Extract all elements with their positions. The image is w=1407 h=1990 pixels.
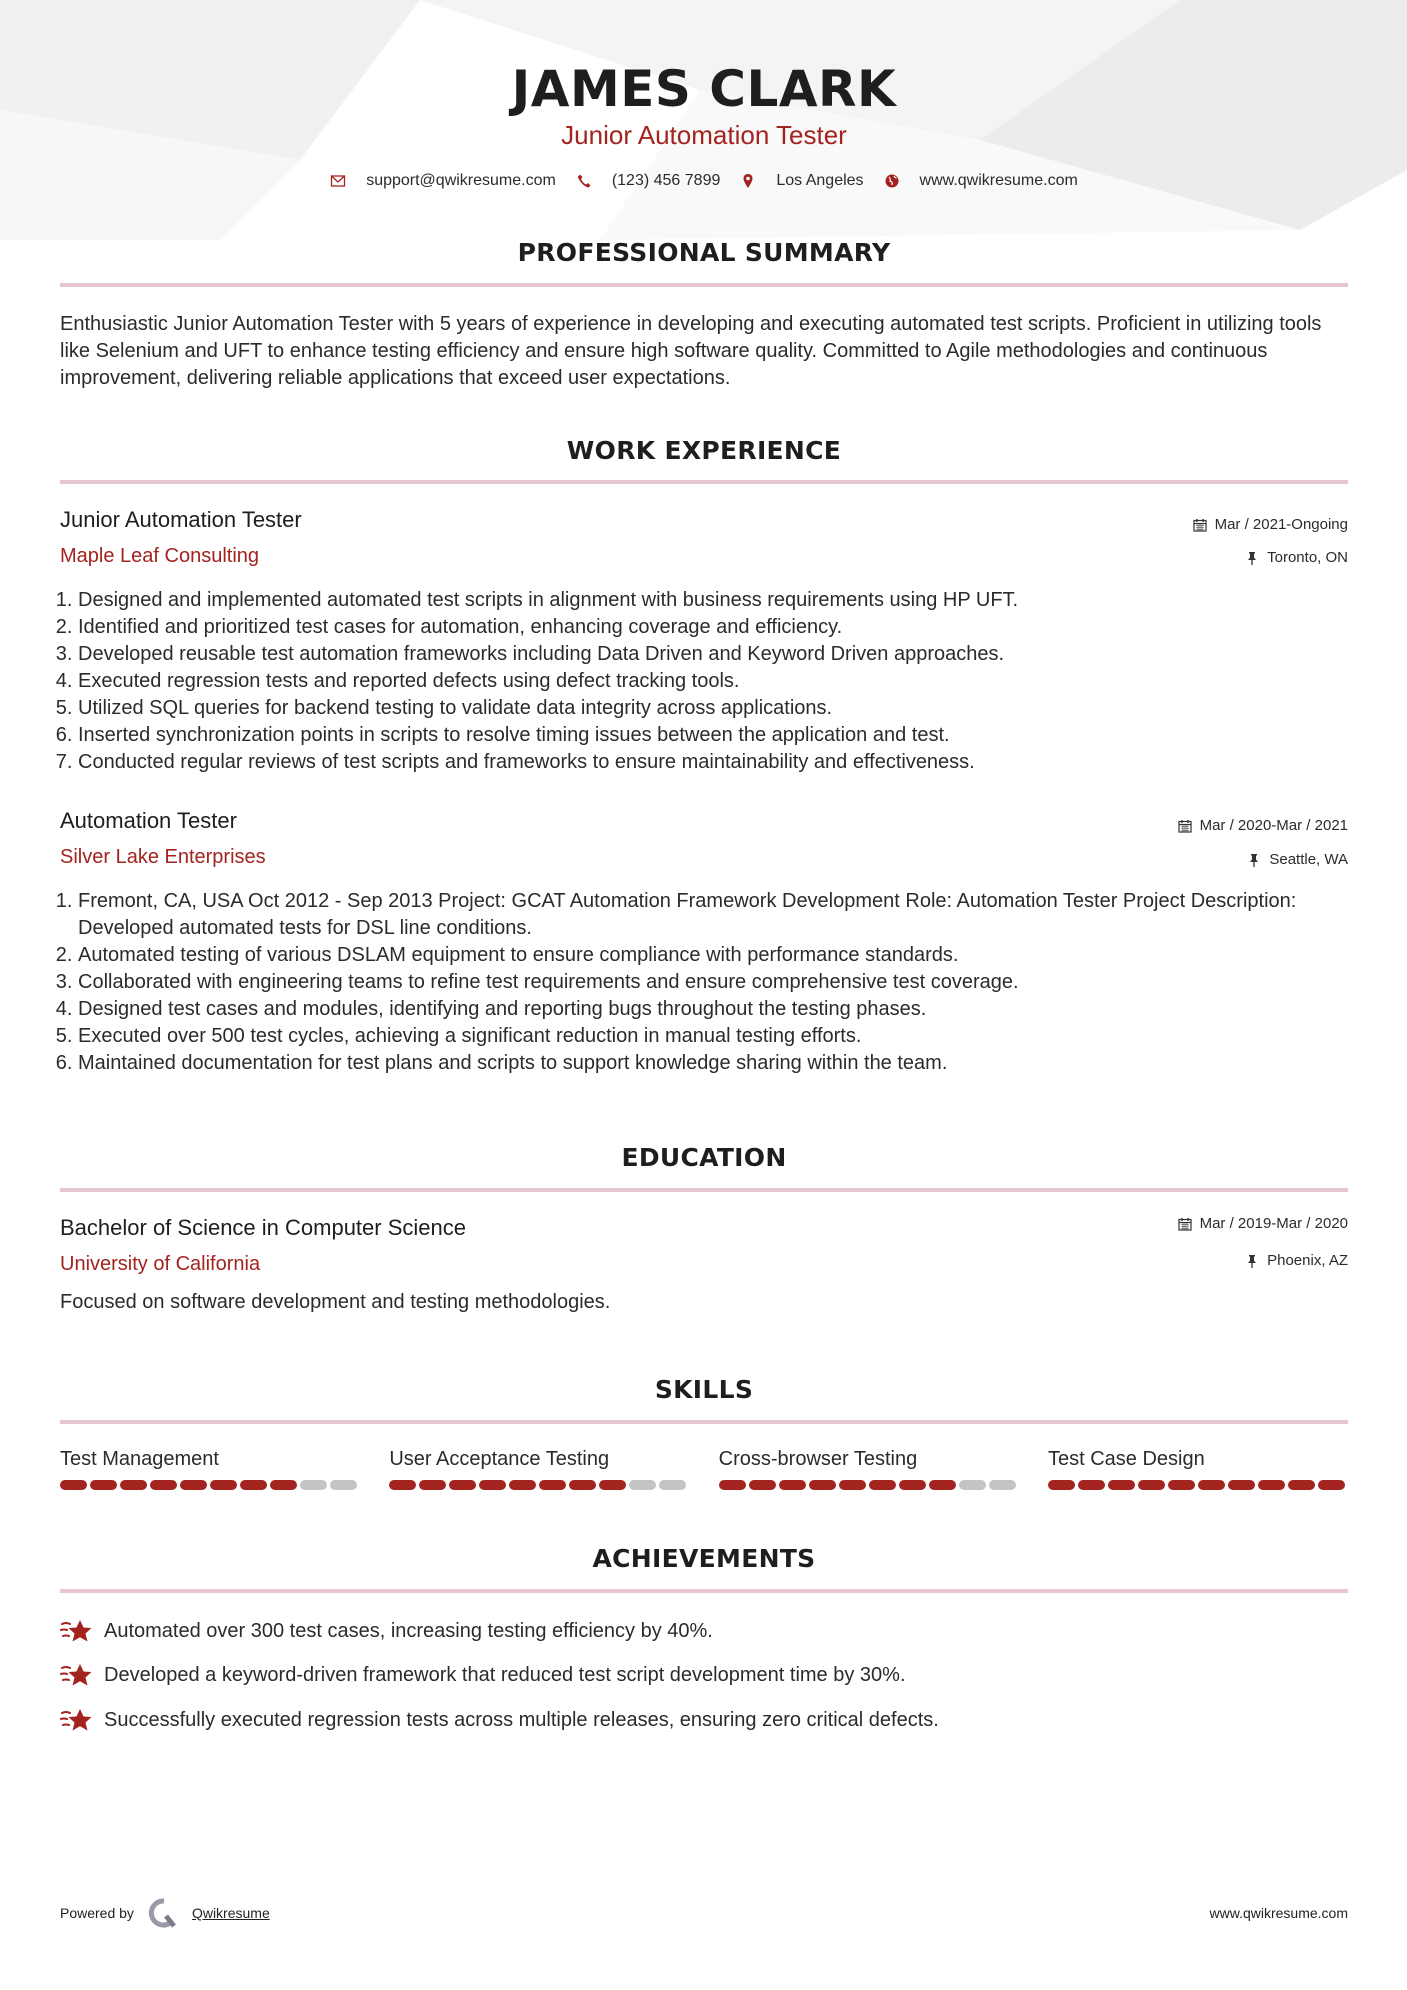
- summary-text: Enthusiastic Junior Automation Tester with 5 years of experience in developing and executing automated test scripts. Proficient in utilizing tools like Selenium and UFT to enhance testing efficiency and ensure high software quality. Committed to Agile methodologies and continuous improvement, delivering reliable applications that exceed user expectations.: [60, 313, 1322, 389]
- section-divider: [60, 480, 1348, 484]
- contact-phone[interactable]: [576, 172, 721, 190]
- job-bullet: 5. Utilized SQL queries for backend testing to validate data integrity across applications.: [78, 695, 1318, 722]
- skill-dot-filled: [599, 1480, 626, 1490]
- job-bullet: 2. Identified and prioritized test cases for automation, enhancing coverage and efficiency.: [78, 614, 1318, 641]
- skill-dot-empty: [989, 1480, 1016, 1490]
- achievement-text: Automated over 300 test cases, increasing testing efficiency by 40%.: [104, 1619, 713, 1642]
- job-location: [1247, 851, 1348, 868]
- job-bullet: 6. Inserted synchronization points in scripts to resolve timing issues between the application and test.: [78, 722, 1318, 749]
- skill-dot-filled: [839, 1480, 866, 1490]
- contact-phone-text: (123) 456 7899: [611, 172, 721, 189]
- job-bullet: 5. Executed over 500 test cycles, achieving a significant reduction in manual testing efforts.: [78, 1023, 1318, 1050]
- skill-dot-filled: [1168, 1480, 1195, 1490]
- education-location-text: Phoenix, AZ: [1267, 1252, 1348, 1269]
- skill-dot-empty: [300, 1480, 327, 1490]
- skill-rating: [389, 1480, 689, 1490]
- skill-item: [60, 1448, 360, 1490]
- achievement-item: [60, 1617, 713, 1645]
- qwikresume-logo-icon: [148, 1898, 180, 1928]
- contact-bar: [60, 172, 1348, 190]
- skill-dot-filled: [539, 1480, 566, 1490]
- skill-dot-empty: [659, 1480, 686, 1490]
- job-bullet: 7. Conducted regular reviews of test scripts and frameworks to ensure maintainability and effectiveness.: [78, 749, 1318, 776]
- skill-name: Cross-browser Testing: [718, 1448, 918, 1470]
- skill-dot-filled: [929, 1480, 956, 1490]
- skill-name: Test Management: [60, 1448, 219, 1470]
- job-company: Maple Leaf Consulting: [60, 545, 260, 567]
- skill-dot-filled: [389, 1480, 416, 1490]
- skill-dot-filled: [509, 1480, 536, 1490]
- skill-dot-filled: [899, 1480, 926, 1490]
- job-bullet: 2. Automated testing of various DSLAM equipment to ensure compliance with performance standards.: [78, 942, 1318, 969]
- pushpin-icon: [1245, 551, 1259, 565]
- pushpin-icon: [1247, 853, 1261, 867]
- job-bullet: 4. Executed regression tests and reported defects using defect tracking tools.: [78, 668, 1318, 695]
- shooting-star-icon: [60, 1617, 94, 1645]
- achievements-heading: ACHIEVEMENTS: [592, 1544, 816, 1573]
- skill-dot-empty: [629, 1480, 656, 1490]
- shooting-star-icon: [60, 1706, 94, 1734]
- skill-item: [1048, 1448, 1348, 1490]
- pushpin-icon: [1245, 1254, 1259, 1268]
- job-bullet: 1. Designed and implemented automated test scripts in alignment with business requirements using HP UFT.: [78, 587, 1318, 614]
- section-divider: [60, 1589, 1348, 1593]
- job-title: Junior Automation Tester: [60, 507, 302, 532]
- skill-rating: [719, 1480, 1019, 1490]
- achievement-item: [60, 1661, 906, 1689]
- skill-dot-filled: [1258, 1480, 1285, 1490]
- skill-dot-filled: [150, 1480, 177, 1490]
- job-bullet: 4. Designed test cases and modules, identifying and reporting bugs throughout the testing phases.: [78, 996, 1318, 1023]
- achievement-text: Successfully executed regression tests across multiple releases, ensuring zero critical defects.: [104, 1708, 939, 1731]
- summary-heading: PROFESSIONAL SUMMARY: [517, 238, 891, 267]
- skill-rating: [1048, 1480, 1348, 1490]
- footer-website[interactable]: www.qwikresume.com: [1209, 1905, 1348, 1921]
- achievement-item: [60, 1706, 939, 1734]
- skill-dot-filled: [779, 1480, 806, 1490]
- phone-icon: [576, 173, 592, 189]
- skill-dot-filled: [270, 1480, 297, 1490]
- skill-dot-filled: [479, 1480, 506, 1490]
- job-bullet: 6. Maintained documentation for test plans and scripts to support knowledge sharing within the team.: [78, 1050, 1318, 1077]
- education-school: University of California: [60, 1253, 261, 1275]
- shooting-star-icon: [60, 1661, 94, 1689]
- education-dates-text: Mar / 2019-Mar / 2020: [1199, 1215, 1348, 1232]
- skill-dot-filled: [180, 1480, 207, 1490]
- job-location-text: Toronto, ON: [1267, 549, 1348, 566]
- job-bullets: [60, 587, 1318, 776]
- job-location-text: Seattle, WA: [1269, 851, 1348, 868]
- skill-dot-filled: [1288, 1480, 1315, 1490]
- powered-by: [60, 1898, 270, 1928]
- qwikresume-link[interactable]: Qwikresume: [191, 1905, 270, 1921]
- job-dates-text: Mar / 2020-Mar / 2021: [1199, 817, 1348, 834]
- education-dates: [1178, 1215, 1348, 1232]
- calendar-icon: [1178, 819, 1192, 833]
- skill-dot-empty: [330, 1480, 357, 1490]
- job-bullet: 3. Collaborated with engineering teams to refine test requirements and ensure comprehensive test coverage.: [78, 969, 1318, 996]
- footer: [60, 1898, 1348, 1928]
- skill-dot-filled: [809, 1480, 836, 1490]
- section-divider: [60, 1420, 1348, 1424]
- calendar-icon: [1178, 1217, 1192, 1231]
- section-divider: [60, 283, 1348, 287]
- skills-heading: SKILLS: [654, 1375, 754, 1404]
- skill-dot-filled: [569, 1480, 596, 1490]
- envelope-icon: [330, 173, 346, 189]
- skill-dot-filled: [1228, 1480, 1255, 1490]
- powered-by-label: Powered by: [60, 1905, 134, 1921]
- skill-dot-filled: [449, 1480, 476, 1490]
- skills-list: [60, 1448, 1348, 1490]
- skill-item: [389, 1448, 689, 1490]
- globe-icon: [884, 173, 900, 189]
- skill-item: [719, 1448, 1019, 1490]
- contact-email-text: support@qwikresume.com: [366, 172, 556, 189]
- skill-dot-filled: [419, 1480, 446, 1490]
- skill-dot-empty: [959, 1480, 986, 1490]
- skill-dot-filled: [60, 1480, 87, 1490]
- skill-dot-filled: [1318, 1480, 1345, 1490]
- calendar-icon: [1193, 518, 1207, 532]
- achievement-text: Developed a keyword-driven framework that reduced test script development time by 30%.: [104, 1663, 906, 1686]
- job-dates: [1178, 817, 1348, 834]
- job-bullet: 3. Developed reusable test automation frameworks including Data Driven and Keyword Driven approaches.: [78, 641, 1318, 668]
- job-company: Silver Lake Enterprises: [60, 846, 266, 868]
- education-heading: EDUCATION: [621, 1143, 787, 1172]
- skill-dot-filled: [869, 1480, 896, 1490]
- job-bullets: [60, 888, 1318, 1077]
- section-divider: [60, 1188, 1348, 1192]
- candidate-title: Junior Automation Tester: [561, 120, 847, 150]
- skill-dot-filled: [749, 1480, 776, 1490]
- candidate-name: JAMES CLARK: [511, 60, 897, 118]
- education-description: Focused on software development and testing methodologies.: [60, 1291, 611, 1313]
- skill-dot-filled: [90, 1480, 117, 1490]
- contact-email[interactable]: [330, 172, 556, 190]
- contact-location-text: Los Angeles: [776, 172, 864, 189]
- skill-rating: [60, 1480, 360, 1490]
- contact-website-text: www.qwikresume.com: [919, 172, 1078, 189]
- skill-dot-filled: [240, 1480, 267, 1490]
- job-bullet: 1. Fremont, CA, USA Oct 2012 - Sep 2013 Project: GCAT Automation Framework Development Role: Automation Tester Project Description: Developed automated tests for DSL line conditions.: [78, 888, 1318, 942]
- skill-dot-filled: [719, 1480, 746, 1490]
- skill-dot-filled: [1138, 1480, 1165, 1490]
- skill-name: Test Case Design: [1047, 1448, 1205, 1470]
- education-location: [1245, 1252, 1348, 1269]
- job-title: Automation Tester: [60, 808, 237, 833]
- skill-dot-filled: [1048, 1480, 1075, 1490]
- skill-dot-filled: [1108, 1480, 1135, 1490]
- education-degree: Bachelor of Science in Computer Science: [60, 1215, 466, 1240]
- skill-dot-filled: [210, 1480, 237, 1490]
- job-dates: [1193, 516, 1348, 533]
- contact-location: [740, 172, 863, 190]
- skill-dot-filled: [1078, 1480, 1105, 1490]
- skill-name: User Acceptance Testing: [389, 1448, 610, 1470]
- job-location: [1245, 549, 1348, 566]
- skill-dot-filled: [1198, 1480, 1225, 1490]
- map-marker-icon: [740, 173, 756, 189]
- contact-website[interactable]: [884, 172, 1078, 190]
- job-dates-text: Mar / 2021-Ongoing: [1214, 516, 1348, 533]
- skill-dot-filled: [120, 1480, 147, 1490]
- experience-heading: WORK EXPERIENCE: [566, 436, 842, 465]
